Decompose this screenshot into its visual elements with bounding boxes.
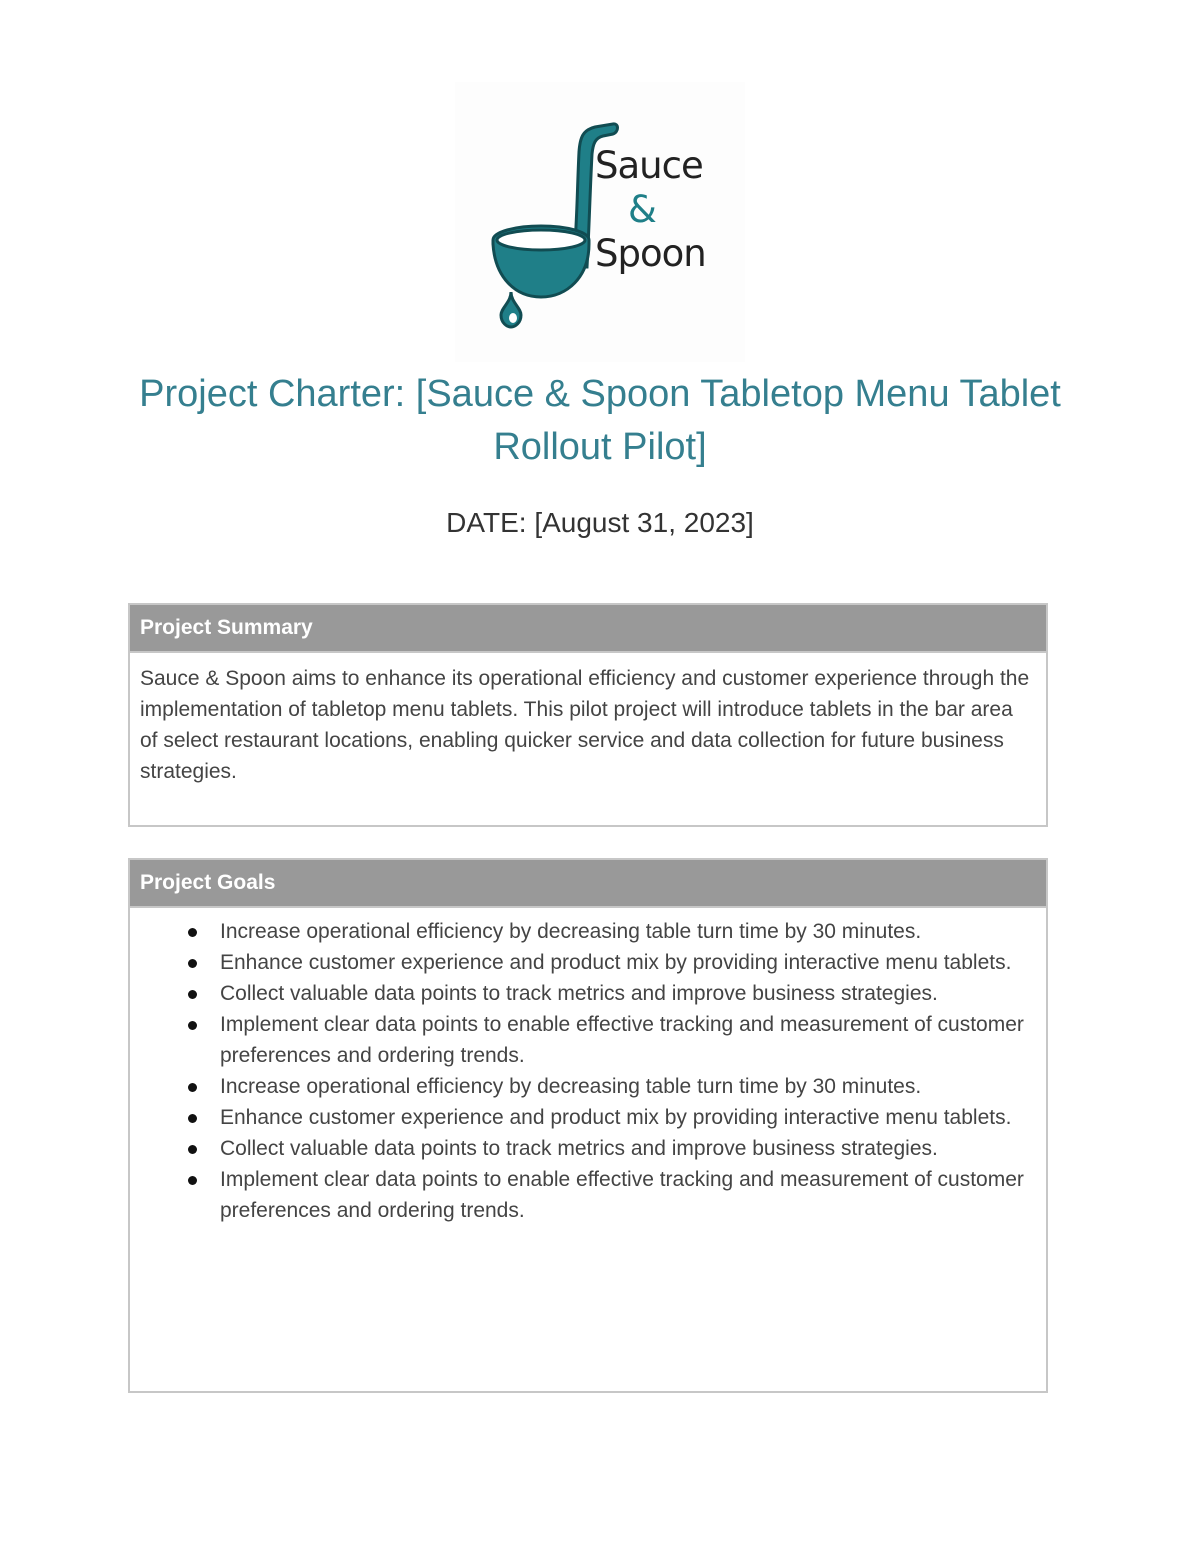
project-goals-heading: Project Goals bbox=[130, 860, 1046, 908]
project-goals-section bbox=[128, 858, 1048, 1393]
bullet-icon bbox=[188, 1176, 197, 1185]
goals-list bbox=[140, 916, 1036, 1226]
logo-line-spoon: Spoon bbox=[595, 232, 706, 275]
bullet-icon bbox=[188, 959, 197, 968]
document-date: DATE: [August 31, 2023] bbox=[446, 507, 754, 538]
bullet-icon bbox=[188, 1083, 197, 1092]
goal-text: Collect valuable data points to track metrics and improve business strategies. bbox=[220, 1137, 938, 1160]
goal-text: Collect valuable data points to track metrics and improve business strategies. bbox=[220, 982, 938, 1005]
project-summary-section bbox=[128, 603, 1048, 827]
goal-text: Increase operational efficiency by decreasing table turn time by 30 minutes. bbox=[220, 1075, 922, 1098]
logo-wordmark bbox=[595, 144, 706, 276]
list-item bbox=[180, 1009, 1036, 1071]
list-item bbox=[180, 1164, 1036, 1226]
goal-text: Enhance customer experience and product mix by providing interactive menu tablets. bbox=[220, 951, 1012, 974]
list-item bbox=[180, 916, 1036, 947]
bullet-icon bbox=[188, 1114, 197, 1123]
list-item bbox=[180, 1133, 1036, 1164]
bullet-icon bbox=[188, 928, 197, 937]
bullet-icon bbox=[188, 990, 197, 999]
page-title: Project Charter: [Sauce & Spoon Tabletop Menu Tablet Rollout Pilot] bbox=[139, 373, 1061, 468]
logo bbox=[455, 82, 745, 362]
project-summary-text: Sauce & Spoon aims to enhance its operational efficiency and customer experience through the implementation of tabletop menu tablets. This pilot project will introduce tablets in the bar area of select restaurant locations, enabling quicker service and data collection for future business strategies. bbox=[140, 667, 1030, 783]
list-item bbox=[180, 1102, 1036, 1133]
list-item bbox=[180, 1071, 1036, 1102]
logo-line-sauce: Sauce bbox=[595, 144, 703, 187]
logo-ampersand: & bbox=[628, 188, 656, 231]
goal-text: Increase operational efficiency by decreasing table turn time by 30 minutes. bbox=[220, 920, 922, 943]
goal-text: Implement clear data points to enable effective tracking and measurement of customer preferences and ordering trends. bbox=[220, 1168, 1024, 1222]
bullet-icon bbox=[188, 1145, 197, 1154]
list-item bbox=[180, 947, 1036, 978]
goal-text: Enhance customer experience and product mix by providing interactive menu tablets. bbox=[220, 1106, 1012, 1129]
goal-text: Implement clear data points to enable effective tracking and measurement of customer preferences and ordering trends. bbox=[220, 1013, 1024, 1067]
bullet-icon bbox=[188, 1021, 197, 1030]
list-item bbox=[180, 978, 1036, 1009]
project-summary-heading: Project Summary bbox=[130, 605, 1046, 653]
